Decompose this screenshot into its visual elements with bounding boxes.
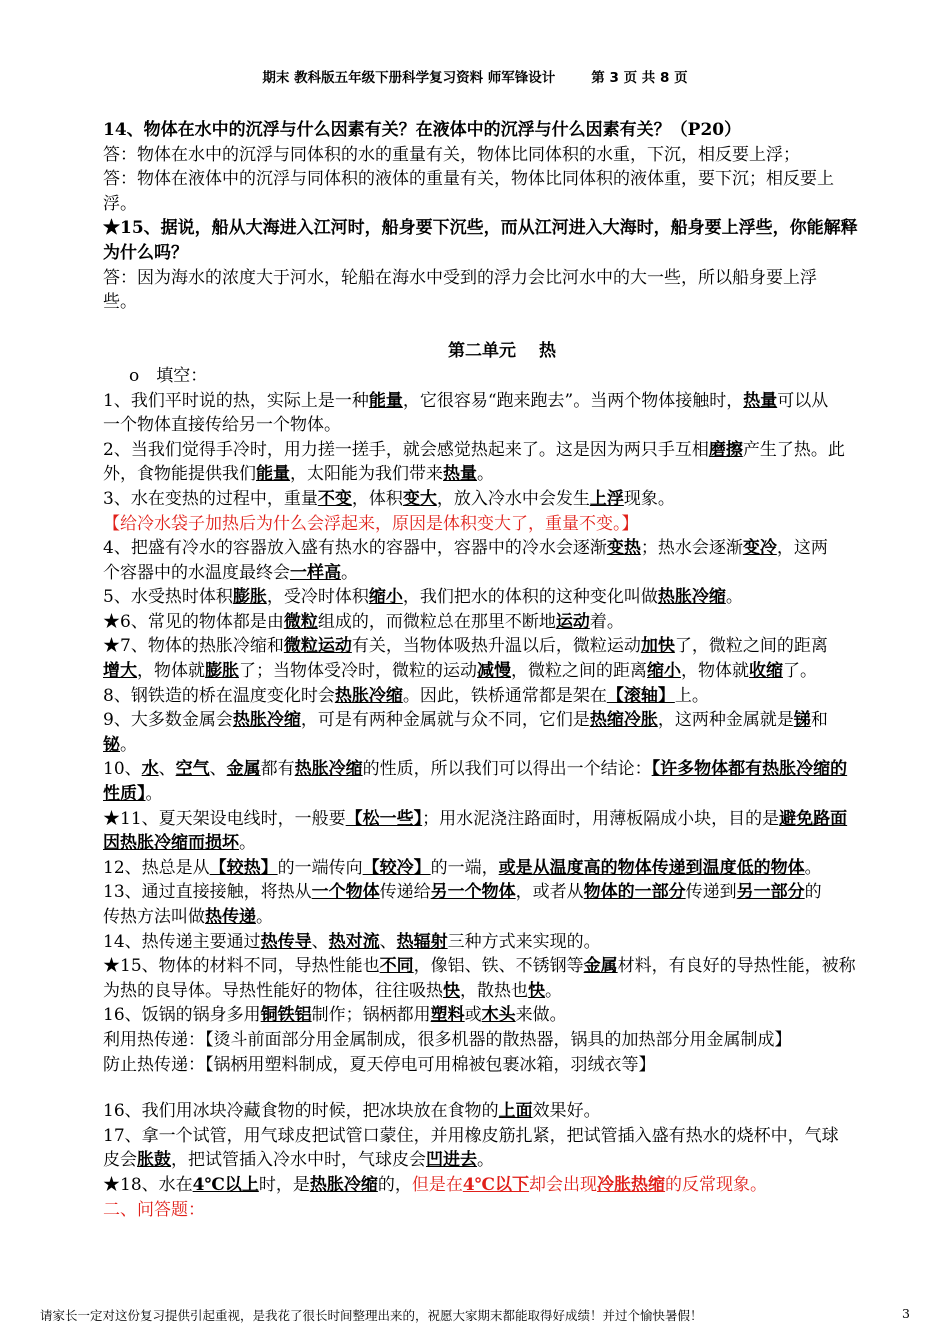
footer-note: 请家长一定对这份复习提供引起重视，是我花了很长时间整理出来的，祝愿大家期末都能取得好成绩！并过个愉快暑假！ bbox=[40, 1308, 703, 1323]
answer-blank: 另一个物体 bbox=[430, 882, 516, 903]
q15-answer-line2: 些。 bbox=[103, 292, 137, 313]
answer-blank: 胀鼓 bbox=[137, 1150, 171, 1171]
answer-blank: 加快 bbox=[640, 636, 675, 657]
answer-blank: 【较冷】 bbox=[362, 857, 431, 878]
answer-blank: 变大 bbox=[402, 488, 437, 509]
answer-blank: 热胀冷缩 bbox=[309, 1174, 378, 1195]
answer-blank: 木头 bbox=[481, 1005, 516, 1026]
item-15-line2: 为热的良导体。导热性能好的物体，往往吸热快，散热也快。 bbox=[103, 980, 562, 1001]
item-9-line2: 铋。 bbox=[103, 734, 137, 755]
answer-blank: 能量 bbox=[256, 464, 290, 485]
q15-answer-line1: 答：因为海水的浓度大于河水，轮船在海水中受到的浮力会比河水中的大一些，所以船身要上浮 bbox=[103, 267, 817, 288]
item-9-line1: 9、大多数金属会热胀冷缩，可是有两种金属就与众不同，它们是热缩冷胀，这两种金属就是锑和 bbox=[103, 710, 828, 731]
answer-blank: 热量 bbox=[443, 464, 477, 485]
answer-blank: 缩小 bbox=[647, 661, 681, 682]
item-8: 8、钢铁造的桥在温度变化时会热胀冷缩。因此，铁桥通常都是架在【滚轴】上。 bbox=[103, 685, 709, 706]
answer-blank: 热胀冷缩 bbox=[334, 685, 403, 706]
answer-blank: 变冷 bbox=[742, 538, 777, 559]
item-5: 5、水受热时体积膨胀，受冷时体积缩小，我们把水的体积的这种变化叫做热胀冷缩。 bbox=[103, 587, 743, 608]
answer-blank: 磨擦 bbox=[708, 439, 743, 460]
answer-blank: 【松一些】 bbox=[345, 808, 423, 829]
answer-blank: 另一部分 bbox=[736, 882, 805, 903]
answer-blank: 避免路面 bbox=[779, 808, 848, 829]
answer-blank: 性质】 bbox=[103, 784, 146, 805]
item-10-line1: 10、水、空气、金属都有热胀冷缩的性质，所以我们可以得出一个结论：【许多物体都有热胀冷缩的 bbox=[103, 759, 848, 780]
item-17-line1: 17、拿一个试管，用气球皮把试管口蒙住，并用橡皮筋扎紧，把试管插入盛有热水的烧杯中，气球 bbox=[103, 1125, 839, 1146]
unit2-title: 第二单元 热 bbox=[448, 341, 556, 362]
answer-blank: 热缩冷胀 bbox=[589, 710, 658, 731]
answer-blank: 热传导 bbox=[260, 931, 312, 952]
answer-blank: 热胀冷缩 bbox=[657, 587, 726, 608]
item-12: 12、热总是从【较热】的一端传向【较冷】的一端，或是从温度高的物体传递到温度低的物体。 bbox=[103, 857, 822, 878]
page-footer bbox=[40, 1306, 910, 1324]
answer-blank: 空气 bbox=[175, 759, 210, 780]
answer-blank: 运动 bbox=[555, 611, 590, 632]
answer-blank: 减慢 bbox=[477, 661, 511, 682]
answer-blank: 快 bbox=[443, 980, 460, 1001]
fill-heading: o 填空： bbox=[129, 365, 208, 386]
answer-blank: 微粒运动 bbox=[283, 636, 352, 657]
q14-answer2-line2: 浮。 bbox=[103, 193, 137, 214]
footer-page-number: 3 bbox=[902, 1306, 910, 1321]
q15-question-line2: 为什么吗？ bbox=[103, 242, 188, 263]
content bbox=[103, 118, 901, 1222]
item-16b: 16、我们用冰块冷藏食物的时候，把冰块放在食物的上面效果好。 bbox=[103, 1101, 601, 1122]
header-page-info: 第 3 页 共 8 页 bbox=[591, 70, 688, 86]
answer-blank: 热胀冷缩 bbox=[294, 759, 363, 780]
answer-blank: 水 bbox=[141, 759, 159, 780]
answer-blank: 铜铁铝 bbox=[260, 1005, 312, 1026]
answer-blank: 塑料 bbox=[430, 1005, 465, 1026]
item-16: 16、饭锅的锅身多用铜铁铝制作；锅柄都用塑料或木头来做。 bbox=[103, 1005, 567, 1026]
item-3: 3、水在变热的过程中，重量不变，体积变大，放入冷水中会发生上浮现象。 bbox=[103, 488, 675, 509]
q14-question: 14、物体在水中的沉浮与什么因素有关？在液体中的沉浮与什么因素有关？（P20） bbox=[103, 120, 742, 140]
prevent-heat-transfer: 防止热传递：【锅柄用塑料制成，夏天停电可用棉被包裹冰箱，羽绒衣等】 bbox=[103, 1054, 656, 1075]
item-1-line2: 一个物体直接传给另一个物体。 bbox=[103, 415, 341, 436]
answer-blank: 4℃以上 bbox=[192, 1174, 259, 1195]
item-2-line2: 外，食物能提供我们能量，太阳能为我们带来热量。 bbox=[103, 464, 494, 485]
item-10-line2: 性质】。 bbox=[103, 784, 163, 805]
answer-blank: 【许多物体都有热胀冷缩的 bbox=[651, 759, 848, 780]
answer-blank: 【较热】 bbox=[209, 857, 278, 878]
use-heat-transfer: 利用热传递：【烫斗前面部分用金属制成，很多机器的散热器，锅具的加热部分用金属制成】 bbox=[103, 1029, 792, 1050]
answer-blank: 物体的一部分 bbox=[583, 882, 686, 903]
answer-blank: 因热胀冷缩而损坏 bbox=[103, 833, 239, 854]
item-7-line1: ★7、物体的热胀冷缩和微粒运动有关，当物体吸热升温以后，微粒运动加快了，微粒之间的距离 bbox=[103, 636, 828, 657]
item-2-line1: 2、当我们觉得手冷时，用力搓一搓手，就会感觉热起来了。这是因为两只手互相磨擦产生了热。此 bbox=[103, 439, 845, 460]
answer-blank: 4℃以下 bbox=[462, 1174, 530, 1195]
item-4-line2: 个容器中的水温度最终会一样高。 bbox=[103, 562, 358, 583]
spacer bbox=[103, 315, 901, 340]
answer-blank: 热辐射 bbox=[396, 931, 448, 952]
q15-question-line1: ★15、据说，船从大海进入江河时，船身要下沉些，而从江河进入大海时，船身要上浮些，你能解释 bbox=[103, 218, 858, 239]
item-1-line1: 1、我们平时说的热，实际上是一种能量，它很容易“跑来跑去”。当两个物体接触时，热量可以从 bbox=[103, 390, 829, 411]
item-17-line2: 皮会胀鼓，把试管插入冷水中时，气球皮会凹进去。 bbox=[103, 1150, 494, 1171]
answer-blank: 膨胀 bbox=[205, 661, 239, 682]
section2-heading: 二、问答题： bbox=[103, 1199, 205, 1220]
answer-blank: 锑 bbox=[793, 710, 811, 731]
item-15-line1: ★15、物体的材料不同，导热性能也不同，像铝、铁、不锈钢等金属材料，有良好的导热性能，被称 bbox=[103, 956, 856, 977]
answer-blank: 微粒 bbox=[283, 611, 318, 632]
answer-blank: 【滚轴】 bbox=[606, 685, 675, 706]
answer-blank: 快 bbox=[528, 980, 545, 1001]
answer-blank: 缩小 bbox=[368, 587, 403, 608]
answer-blank: 金属 bbox=[583, 956, 618, 977]
answer-blank: 凹进去 bbox=[426, 1150, 477, 1171]
answer-blank: 上浮 bbox=[589, 488, 624, 509]
item-13-line1: 13、通过直接接触，将热从一个物体传递给另一个物体，或者从物体的一部分传递到另一部分的 bbox=[103, 882, 822, 903]
item-3-note: 【给冷水袋子加热后为什么会浮起来，原因是体积变大了，重量不变。】 bbox=[103, 513, 639, 534]
item-6: ★6、常见的物体都是由微粒组成的，而微粒总在那里不断地运动着。 bbox=[103, 611, 624, 632]
answer-blank: 收缩 bbox=[749, 661, 783, 682]
item-4-line1: 4、把盛有冷水的容器放入盛有热水的容器中，容器中的冷水会逐渐变热；热水会逐渐变冷，这两 bbox=[103, 538, 828, 559]
answer-blank: 一个物体 bbox=[311, 882, 380, 903]
spacer bbox=[103, 1077, 901, 1099]
answer-blank: 变热 bbox=[606, 538, 641, 559]
item-13-line2: 传热方法叫做热传递。 bbox=[103, 907, 273, 927]
answer-blank: 不变 bbox=[317, 488, 352, 509]
answer-blank: 热胀冷缩 bbox=[232, 710, 301, 731]
item-7-line2: 增大，物体就膨胀了；当物体受冷时，微粒的运动减慢，微粒之间的距离缩小，物体就收缩了。 bbox=[103, 661, 817, 682]
answer-blank: 热传递 bbox=[205, 907, 256, 927]
answer-blank: 热对流 bbox=[328, 931, 380, 952]
answer-blank: 膨胀 bbox=[232, 587, 267, 608]
item-18: ★18、水在4℃以上时，是热胀冷缩的，但是在4℃以下却会出现冷胀热缩的反常现象。 bbox=[103, 1174, 768, 1195]
answer-blank: 或是从温度高的物体传递到温度低的物体 bbox=[498, 857, 805, 878]
item-11-line2: 因热胀冷缩而损坏。 bbox=[103, 833, 256, 854]
q14-answer1: 答：物体在水中的沉浮与同体积的水的重量有关，物体比同体积的水重，下沉，相反要上浮； bbox=[103, 144, 800, 165]
header-title: 期末 教科版五年级下册科学复习资料 师军锋设计 bbox=[262, 70, 556, 86]
answer-blank: 冷胀热缩 bbox=[597, 1174, 666, 1195]
item-14: 14、热传递主要通过热传导、热对流、热辐射三种方式来实现的。 bbox=[103, 931, 601, 952]
answer-blank: 能量 bbox=[368, 390, 403, 411]
item-11-line1: ★11、夏天架设电线时，一般要【松一些】；用水泥浇注路面时，用薄板隔成小块，目的是避免路面 bbox=[103, 808, 848, 829]
page-header bbox=[0, 66, 950, 86]
answer-blank: 金属 bbox=[226, 759, 261, 780]
answer-blank: 不同 bbox=[379, 956, 414, 977]
answer-blank: 上面 bbox=[498, 1101, 533, 1122]
answer-blank: 增大 bbox=[103, 661, 137, 682]
q14-answer2-line1: 答：物体在液体中的沉浮与同体积的液体的重量有关，物体比同体积的液体重，要下沉；相反要上 bbox=[103, 169, 834, 190]
answer-blank: 一样高 bbox=[290, 562, 341, 583]
answer-blank: 铋 bbox=[103, 734, 120, 755]
answer-blank: 热量 bbox=[743, 390, 778, 411]
